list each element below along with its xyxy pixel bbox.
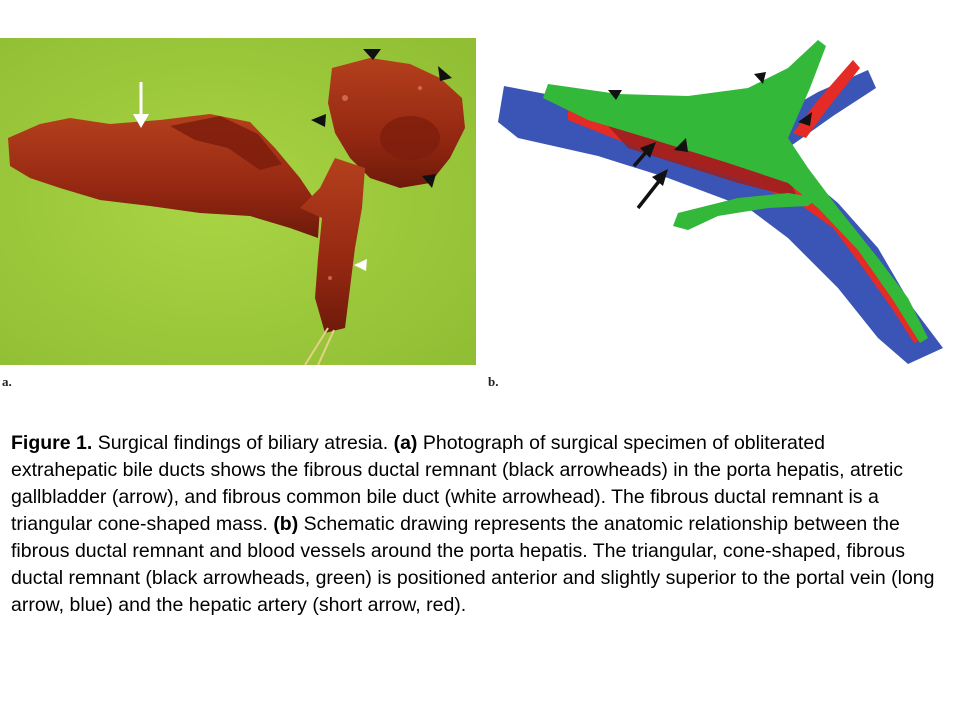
- figure-caption: [11, 430, 936, 619]
- panel-a-label: a.: [2, 374, 12, 389]
- caption-part-a-marker: (a): [393, 432, 418, 454]
- panel-a-photograph: [0, 38, 476, 365]
- caption-part-b-marker: (b): [273, 513, 299, 535]
- caption-title: Figure 1.: [11, 432, 93, 454]
- caption-intro: Surgical findings of biliary atresia.: [92, 432, 394, 454]
- panel-b-label: b.: [488, 374, 499, 389]
- panel-b-schematic: [488, 38, 960, 368]
- schematic-drawing: [488, 38, 960, 368]
- long-arrow-icon: [638, 169, 668, 208]
- caption-part-a-text: Photograph of surgical specimen of obliterated extrahepatic bile ducts shows the fibrous ductal remnant (black arrowheads) in the porta hepatis, atretic gallbladder (arrow), and fibrous common bile duct (white arrowhead). The fibrous ductal remnant is a triangular cone-shaped mass.: [11, 432, 904, 535]
- specimen-photo: [0, 38, 476, 365]
- caption-part-b-text: Schematic drawing represents the anatomic relationship between the fibrous ductal remnant and blood vessels around the porta hepatis. The triangular, cone-shaped, fibrous ductal remnant (black arrowheads, green) is positioned anterior and slightly superior to the portal vein (long arrow, blue) and the hepatic artery (short arrow, red).: [11, 513, 935, 616]
